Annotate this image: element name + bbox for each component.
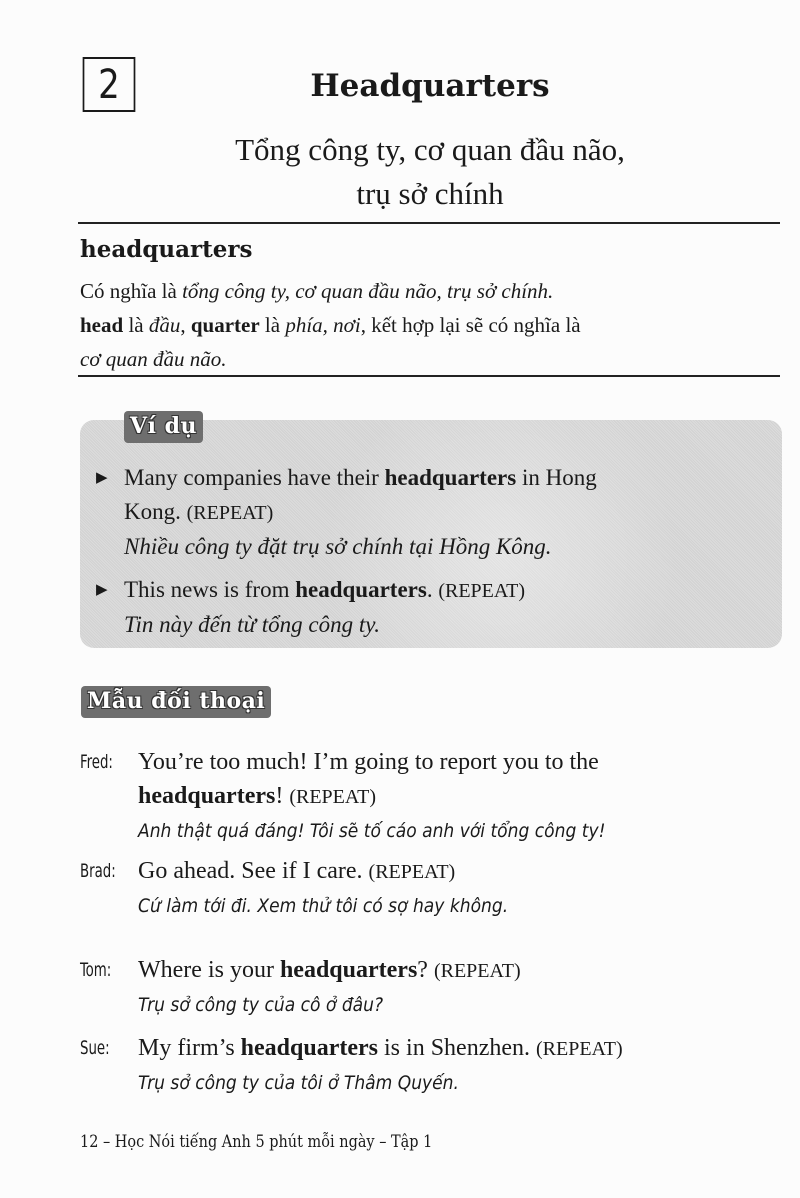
repeat-marker: (REPEAT)	[289, 786, 377, 808]
lesson-number-box	[83, 57, 136, 112]
triangle-bullet-icon: ▶	[96, 470, 108, 486]
dialogue-text: is in Shenzhen.	[378, 1035, 536, 1061]
subtitle-line-2: trụ sở chính	[356, 176, 504, 211]
dialogue-keyword: headquarters	[138, 783, 276, 809]
dialogue-line	[80, 1031, 780, 1100]
example-item	[96, 573, 746, 642]
example-text: in Hong	[516, 465, 597, 490]
definition-text: là	[123, 313, 149, 337]
speaker-label: Brad:	[80, 860, 116, 882]
repeat-marker: (REPEAT)	[433, 960, 521, 982]
page-footer: 12 – Học Nói tiếng Anh 5 phút mỗi ngày – Tập 1	[80, 1132, 433, 1152]
example-keyword: headquarters	[384, 465, 517, 490]
definition-meaning-head: đầu	[148, 313, 181, 337]
dialogue-text: Where is your	[138, 957, 280, 983]
definition-text: , kết hợp lại sẽ có nghĩa là	[360, 313, 581, 337]
dialogue-text	[138, 1031, 780, 1066]
dialogue-text-cont	[138, 779, 780, 814]
lesson-number: 2	[98, 61, 120, 108]
example-text: .	[426, 577, 439, 602]
repeat-marker: (REPEAT)	[536, 1038, 623, 1060]
dialogue-line	[80, 854, 780, 923]
dialogue-text	[138, 854, 780, 889]
dialogue-keyword: headquarters	[240, 1035, 379, 1061]
definition-combined-meaning: cơ quan đầu não.	[80, 347, 227, 371]
dialogue-line	[80, 953, 780, 1022]
example-sentence	[96, 573, 746, 608]
dialogue-badge: Mẫu đối thoại	[81, 686, 271, 718]
example-item	[96, 461, 746, 564]
lesson-title: Headquarters	[310, 68, 550, 104]
triangle-bullet-icon: ▶	[96, 582, 108, 598]
dialogue-translation: Cứ làm tới đi. Xem thử tôi có sợ hay không.	[138, 895, 509, 917]
dialogue-text: !	[275, 783, 290, 809]
dialogue-line	[80, 745, 780, 848]
speaker-label: Tom:	[80, 959, 112, 981]
repeat-marker: (REPEAT)	[186, 502, 274, 524]
dialogue-translation: Trụ sở công ty của cô ở đâu?	[138, 994, 384, 1016]
definition-text: Có nghĩa là	[80, 279, 183, 303]
definition-text: ,	[180, 313, 191, 337]
definition-meaning-quarter: phía, nơi	[285, 313, 361, 337]
example-text: This news is from	[124, 577, 296, 602]
vocab-definition	[80, 274, 780, 376]
definition-text: là	[259, 313, 286, 337]
subtitle-line-1: Tổng công ty, cơ quan đầu não,	[235, 132, 625, 167]
repeat-marker: (REPEAT)	[368, 861, 456, 883]
vocab-term: headquarters	[80, 236, 253, 263]
speaker-label: Sue:	[80, 1037, 110, 1059]
definition-word-quarter: quarter	[190, 313, 260, 337]
lesson-subtitle	[140, 128, 720, 216]
example-translation: Nhiều công ty đặt trụ sở chính tại Hồng Kông.	[124, 534, 552, 559]
example-translation: Tin này đến từ tổng công ty.	[124, 612, 380, 637]
example-sentence	[96, 461, 746, 495]
repeat-marker: (REPEAT)	[438, 580, 526, 602]
speaker-label: Fred:	[80, 751, 113, 773]
examples-badge: Ví dụ	[124, 411, 203, 443]
divider-bottom	[78, 375, 780, 377]
divider-top	[78, 222, 780, 224]
dialogue-translation: Anh thật quá đáng! Tôi sẽ tố cáo anh với tổng công ty!	[138, 820, 606, 842]
example-text: Kong.	[124, 499, 187, 524]
example-text: Many companies have their	[124, 465, 385, 490]
example-sentence-cont	[96, 495, 746, 530]
dialogue-keyword: headquarters	[279, 957, 418, 983]
dialogue-text: You’re too much! I’m going to report you to the	[138, 749, 599, 775]
dialogue-text: My firm’s	[138, 1035, 241, 1061]
dialogue-text: Go ahead. See if I care.	[138, 858, 369, 884]
dialogue-text	[138, 953, 780, 988]
definition-word-head: head	[80, 313, 124, 337]
definition-meaning: tổng công ty, cơ quan đầu não, trụ sở chính.	[182, 279, 554, 303]
example-keyword: headquarters	[295, 577, 427, 602]
dialogue-text: ?	[417, 957, 434, 983]
dialogue-translation: Trụ sở công ty của tôi ở Thâm Quyến.	[138, 1072, 459, 1094]
